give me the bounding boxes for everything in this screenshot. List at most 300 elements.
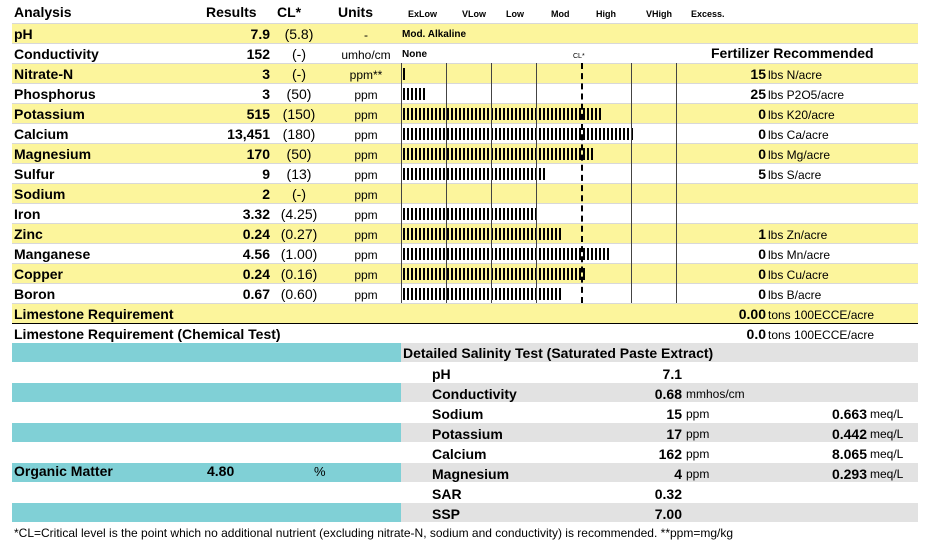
bar-tick — [427, 128, 429, 140]
bar-tick — [515, 148, 517, 160]
bar-tick — [515, 268, 517, 280]
analyte-result: 170 — [246, 146, 270, 162]
bar-tick — [467, 128, 469, 140]
bar-tick — [435, 248, 437, 260]
salinity-meq-unit: meq/L — [870, 427, 904, 441]
bar-tick — [519, 228, 521, 240]
bar-tick — [523, 148, 525, 160]
bar-tick — [507, 268, 509, 280]
bar-tick — [407, 248, 409, 260]
bar-tick — [507, 168, 509, 180]
bar-tick — [571, 248, 573, 260]
table-row — [12, 123, 918, 144]
table-row — [12, 323, 918, 345]
bar-tick — [527, 148, 529, 160]
critical-level: (-) — [292, 46, 306, 62]
bar-tick — [431, 288, 433, 300]
bar-tick — [435, 128, 437, 140]
bar-tick — [499, 248, 501, 260]
footnote: *CL=Critical level is the point which no additional nutrient (excluding nitrate-N, sodium and conductivity) is recommended. **ppm=mg/kg — [14, 526, 734, 540]
bar-tick — [611, 128, 613, 140]
bar-tick — [499, 268, 501, 280]
bar-tick — [407, 148, 409, 160]
bar-tick — [459, 128, 461, 140]
level-low: Low — [506, 9, 524, 19]
bar-tick — [495, 208, 497, 220]
table-row — [12, 283, 918, 304]
bar-tick — [459, 108, 461, 120]
salinity-param: SAR — [432, 486, 462, 502]
bar-tick — [507, 128, 509, 140]
bar-tick — [403, 108, 405, 120]
bar-tick — [439, 108, 441, 120]
level-excess: Excess. — [691, 9, 725, 19]
bar-tick — [435, 168, 437, 180]
bar-tick — [407, 208, 409, 220]
bar-tick — [411, 168, 413, 180]
bar-tick — [511, 208, 513, 220]
bar-tick — [495, 168, 497, 180]
bar-tick — [603, 248, 605, 260]
bar-tick — [583, 268, 585, 280]
bar-tick — [539, 148, 541, 160]
level-exlow: ExLow — [408, 9, 438, 19]
bar-tick — [427, 268, 429, 280]
bar-tick — [591, 248, 593, 260]
bar-tick — [435, 288, 437, 300]
critical-level: (0.27) — [280, 226, 318, 242]
bar-tick — [479, 108, 481, 120]
analyte-unit: ppm — [354, 148, 378, 162]
bar-tick — [547, 288, 549, 300]
bar-tick — [415, 248, 417, 260]
level-bar — [403, 268, 587, 280]
bar-tick — [523, 128, 525, 140]
table-row — [12, 263, 918, 284]
bar-tick — [451, 208, 453, 220]
bar-tick — [559, 248, 561, 260]
bar-tick — [419, 268, 421, 280]
bar-tick — [475, 228, 477, 240]
bar-tick — [459, 268, 461, 280]
bar-tick — [447, 148, 449, 160]
fertilizer-unit: lbs Mg/acre — [768, 148, 831, 162]
fertilizer-amount: 0.0 — [746, 326, 766, 342]
bar-tick — [551, 268, 553, 280]
left-band — [12, 363, 401, 382]
salinity-unit: ppm — [686, 407, 710, 421]
bar-tick — [407, 228, 409, 240]
bar-tick — [467, 148, 469, 160]
salinity-meq: 8.065 — [831, 446, 867, 462]
analyte-unit: ppm — [354, 168, 378, 182]
bar-tick — [431, 268, 433, 280]
bar-tick — [543, 288, 545, 300]
bar-tick — [455, 248, 457, 260]
fertilizer-unit: lbs P2O5/acre — [768, 88, 845, 102]
bar-tick — [451, 108, 453, 120]
fertilizer-amount: 0 — [758, 146, 766, 162]
bar-tick — [471, 228, 473, 240]
header-results: Results — [206, 4, 257, 20]
bar-tick — [467, 228, 469, 240]
bar-tick — [439, 128, 441, 140]
fertilizer-amount: 0.00 — [738, 306, 766, 322]
bar-tick — [547, 128, 549, 140]
bar-tick — [507, 148, 509, 160]
bar-tick — [475, 288, 477, 300]
bar-tick — [479, 248, 481, 260]
bar-tick — [479, 208, 481, 220]
level-vhigh: VHigh — [646, 9, 672, 19]
analyte-unit: ppm — [354, 208, 378, 222]
bar-tick — [467, 208, 469, 220]
bar-tick — [459, 208, 461, 220]
bar-tick — [591, 148, 593, 160]
bar-tick — [431, 168, 433, 180]
bar-tick — [499, 128, 501, 140]
critical-level: (-) — [292, 66, 306, 82]
salinity-value: 17 — [666, 426, 682, 442]
bar-tick — [451, 288, 453, 300]
bar-tick — [523, 108, 525, 120]
salinity-meq: 0.293 — [831, 466, 867, 482]
organic-matter-value: 4.80 — [207, 463, 235, 479]
bar-tick — [595, 248, 597, 260]
bar-tick — [463, 208, 465, 220]
bar-tick — [527, 248, 529, 260]
bar-tick — [431, 108, 433, 120]
salinity-unit: ppm — [686, 427, 710, 441]
bar-tick — [551, 248, 553, 260]
analyte-result: 0.24 — [242, 226, 270, 242]
bar-tick — [471, 248, 473, 260]
bar-tick — [427, 168, 429, 180]
analyte-name: Magnesium — [14, 146, 92, 162]
bar-tick — [487, 208, 489, 220]
bar-tick — [447, 268, 449, 280]
level-bar — [403, 108, 603, 120]
bar-tick — [459, 148, 461, 160]
bar-tick — [511, 268, 513, 280]
level-bar — [403, 68, 407, 80]
table-row — [12, 83, 918, 104]
bar-tick — [475, 268, 477, 280]
bar-tick — [411, 228, 413, 240]
analyte-unit: ppm — [354, 188, 378, 202]
bar-tick — [507, 288, 509, 300]
bar-tick — [439, 288, 441, 300]
bar-tick — [587, 248, 589, 260]
bar-tick — [547, 248, 549, 260]
bar-tick — [599, 128, 601, 140]
level-text: Mod. Alkaline — [402, 29, 467, 40]
bar-tick — [587, 148, 589, 160]
analyte-name: Nitrate-N — [14, 66, 74, 82]
bar-tick — [503, 168, 505, 180]
bar-tick — [447, 228, 449, 240]
salinity-param: Calcium — [432, 446, 487, 462]
bar-tick — [471, 128, 473, 140]
bar-tick — [423, 148, 425, 160]
bar-tick — [427, 248, 429, 260]
analyte-name: Calcium — [14, 126, 69, 142]
bar-tick — [555, 228, 557, 240]
bar-tick — [443, 268, 445, 280]
table-row — [12, 163, 918, 184]
analyte-result: 13,451 — [227, 126, 270, 142]
bar-tick — [423, 88, 425, 100]
bar-tick — [575, 128, 577, 140]
bar-tick — [567, 268, 569, 280]
bar-tick — [419, 208, 421, 220]
bar-tick — [475, 248, 477, 260]
bar-tick — [451, 148, 453, 160]
analyte-result: 3 — [262, 86, 270, 102]
bar-tick — [499, 228, 501, 240]
bar-tick — [623, 128, 625, 140]
left-band — [12, 503, 401, 522]
cl-marker-label: CL* — [573, 53, 585, 60]
bar-tick — [455, 268, 457, 280]
bar-tick — [483, 268, 485, 280]
bar-tick — [483, 108, 485, 120]
bar-tick — [499, 168, 501, 180]
bar-tick — [567, 248, 569, 260]
bar-tick — [607, 248, 609, 260]
bar-tick — [459, 168, 461, 180]
bar-tick — [515, 208, 517, 220]
bar-tick — [555, 248, 557, 260]
bar-tick — [583, 248, 585, 260]
bar-tick — [459, 228, 461, 240]
bar-tick — [403, 248, 405, 260]
critical-level: (150) — [282, 106, 316, 122]
bar-tick — [547, 148, 549, 160]
bar-tick — [423, 108, 425, 120]
bar-tick — [591, 108, 593, 120]
bar-tick — [407, 88, 409, 100]
table-row — [12, 103, 918, 124]
analyte-name: Limestone Requirement (Chemical Test) — [14, 326, 281, 342]
bar-tick — [447, 288, 449, 300]
bar-tick — [403, 288, 405, 300]
bar-tick — [435, 228, 437, 240]
bar-tick — [435, 108, 437, 120]
bar-tick — [499, 208, 501, 220]
salinity-param: Magnesium — [432, 466, 510, 482]
bar-tick — [423, 128, 425, 140]
bar-tick — [507, 248, 509, 260]
bar-tick — [515, 168, 517, 180]
bar-tick — [487, 248, 489, 260]
bar-tick — [423, 228, 425, 240]
bar-tick — [519, 128, 521, 140]
bar-tick — [403, 128, 405, 140]
bar-tick — [627, 128, 629, 140]
critical-level: (13) — [286, 166, 312, 182]
bar-tick — [451, 268, 453, 280]
bar-tick — [487, 228, 489, 240]
bar-tick — [439, 228, 441, 240]
analyte-unit: ppm — [354, 88, 378, 102]
bar-tick — [503, 288, 505, 300]
bar-tick — [439, 208, 441, 220]
bar-tick — [567, 148, 569, 160]
fertilizer-unit: lbs B/acre — [768, 288, 822, 302]
critical-level: (0.60) — [280, 286, 318, 302]
analyte-unit: ppm — [354, 228, 378, 242]
bar-tick — [463, 228, 465, 240]
bar-tick — [527, 108, 529, 120]
bar-tick — [519, 288, 521, 300]
bar-tick — [487, 148, 489, 160]
bar-tick — [583, 128, 585, 140]
bar-tick — [503, 228, 505, 240]
bar-tick — [575, 248, 577, 260]
bar-tick — [403, 228, 405, 240]
level-bar — [403, 168, 547, 180]
analyte-name: pH — [14, 26, 33, 42]
analyte-name: Boron — [14, 286, 56, 302]
bar-tick — [475, 108, 477, 120]
bar-tick — [471, 268, 473, 280]
bar-tick — [479, 288, 481, 300]
fertilizer-amount: 5 — [758, 166, 766, 182]
bar-tick — [571, 148, 573, 160]
bar-tick — [539, 128, 541, 140]
bar-tick — [499, 148, 501, 160]
bar-tick — [471, 208, 473, 220]
analyte-unit: ppm — [354, 268, 378, 282]
level-bar — [403, 208, 539, 220]
bar-tick — [443, 168, 445, 180]
salinity-unit: ppm — [686, 467, 710, 481]
bar-tick — [559, 288, 561, 300]
table-row — [12, 303, 918, 324]
bar-tick — [411, 248, 413, 260]
fertilizer-amount: 15 — [750, 66, 766, 82]
critical-level: (50) — [286, 86, 312, 102]
fertilizer-unit: lbs Ca/acre — [768, 128, 829, 142]
bar-tick — [511, 288, 513, 300]
bar-tick — [607, 128, 609, 140]
bar-tick — [563, 128, 565, 140]
bar-tick — [595, 128, 597, 140]
bar-tick — [411, 268, 413, 280]
bar-tick — [463, 288, 465, 300]
analyte-result: 4.56 — [242, 246, 270, 262]
bar-tick — [539, 168, 541, 180]
bar-tick — [423, 168, 425, 180]
bar-tick — [419, 228, 421, 240]
bar-tick — [543, 228, 545, 240]
bar-tick — [495, 288, 497, 300]
analyte-name: Conductivity — [14, 46, 99, 62]
critical-level: (5.8) — [284, 26, 314, 42]
bar-tick — [471, 168, 473, 180]
critical-level: (0.16) — [280, 266, 318, 282]
bar-tick — [443, 288, 445, 300]
bar-tick — [419, 248, 421, 260]
analyte-result: 0.24 — [242, 266, 270, 282]
bar-tick — [527, 288, 529, 300]
table-row — [12, 63, 918, 84]
bar-tick — [599, 248, 601, 260]
bar-tick — [495, 248, 497, 260]
bar-tick — [423, 288, 425, 300]
bar-tick — [411, 128, 413, 140]
bar-tick — [519, 108, 521, 120]
bar-tick — [427, 108, 429, 120]
fertilizer-unit: lbs Zn/acre — [768, 228, 828, 242]
salinity-value: 162 — [658, 446, 682, 462]
bar-tick — [479, 128, 481, 140]
bar-tick — [423, 208, 425, 220]
bar-tick — [475, 168, 477, 180]
bar-tick — [435, 148, 437, 160]
bar-tick — [427, 288, 429, 300]
bar-tick — [519, 248, 521, 260]
bar-tick — [531, 288, 533, 300]
bar-tick — [551, 108, 553, 120]
bar-tick — [419, 108, 421, 120]
salinity-param: Sodium — [432, 406, 484, 422]
bar-tick — [439, 168, 441, 180]
salinity-value: 15 — [666, 406, 682, 422]
level-bar — [403, 248, 611, 260]
bar-tick — [455, 128, 457, 140]
fertilizer-amount: 1 — [758, 226, 766, 242]
bar-tick — [519, 148, 521, 160]
analyte-unit: ppm** — [349, 68, 383, 82]
bar-tick — [483, 148, 485, 160]
fertilizer-amount: 0 — [758, 126, 766, 142]
table-row — [12, 183, 918, 204]
bar-tick — [515, 248, 517, 260]
bar-tick — [443, 128, 445, 140]
bar-tick — [431, 208, 433, 220]
bar-tick — [527, 168, 529, 180]
bar-tick — [543, 148, 545, 160]
bar-tick — [403, 168, 405, 180]
bar-tick — [467, 268, 469, 280]
bar-tick — [587, 108, 589, 120]
salinity-param: Conductivity — [432, 386, 517, 402]
left-band — [12, 403, 401, 422]
bar-tick — [475, 128, 477, 140]
bar-tick — [511, 108, 513, 120]
bar-tick — [543, 268, 545, 280]
bar-tick — [459, 248, 461, 260]
critical-level: (180) — [282, 126, 316, 142]
bar-tick — [447, 208, 449, 220]
fertilizer-amount: 0 — [758, 106, 766, 122]
bar-tick — [443, 208, 445, 220]
bar-tick — [495, 108, 497, 120]
bar-tick — [531, 108, 533, 120]
bar-tick — [475, 148, 477, 160]
grid-line — [676, 63, 677, 303]
salinity-value: 0.32 — [654, 486, 682, 502]
bar-tick — [523, 208, 525, 220]
bar-tick — [531, 148, 533, 160]
bar-tick — [499, 108, 501, 120]
analyte-unit: - — [364, 28, 368, 42]
bar-tick — [515, 108, 517, 120]
analyte-name: Sodium — [14, 186, 66, 202]
bar-tick — [559, 228, 561, 240]
